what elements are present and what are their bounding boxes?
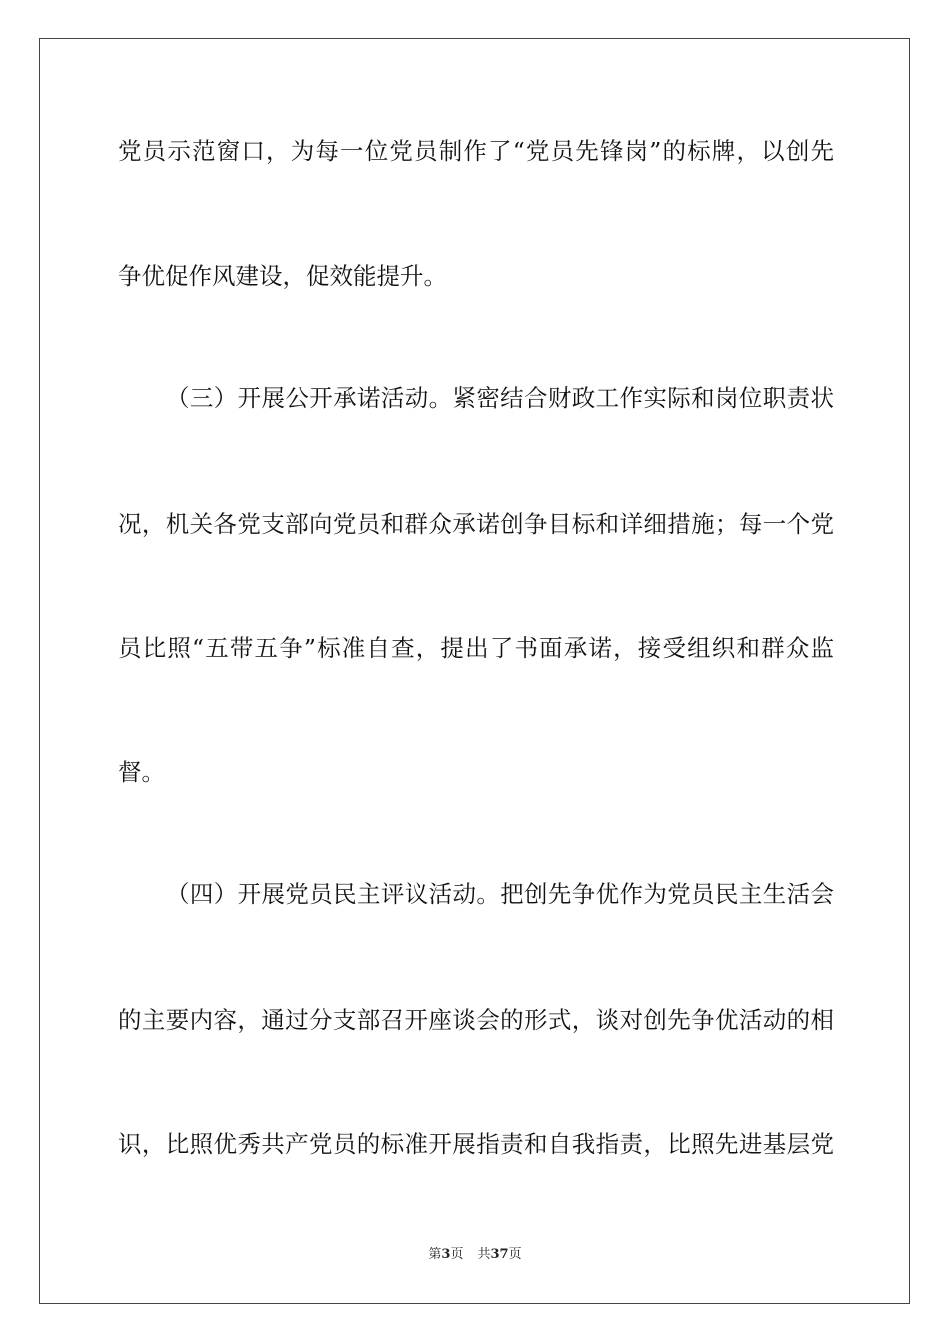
page-border xyxy=(39,38,910,1304)
total-pages-label: 共37页 xyxy=(477,1247,522,1262)
paragraph-line: （四）开展党员民主评议活动。把创先争优作为党员民主生活会 xyxy=(166,880,834,908)
paragraph-line: 的主要内容，通过分支部召开座谈会的形式，谈对创先争优活动的相 xyxy=(118,1006,834,1034)
paragraph-line: 党员示范窗口，为每一位党员制作了“党员先锋岗”的标牌，以创先 xyxy=(118,137,834,165)
paragraph-line: 员比照“五带五争”标准自查，提出了书面承诺，接受组织和群众监 xyxy=(118,634,834,662)
page-footer xyxy=(0,1247,950,1263)
paragraph-line: 争优促作风建设，促效能提升。 xyxy=(118,262,447,290)
page-number: 3 xyxy=(441,1247,451,1262)
total-pages-number: 37 xyxy=(490,1247,509,1262)
paragraph-line: 识，比照优秀共产党员的标准开展指责和自我指责，比照先进基层党 xyxy=(118,1130,834,1158)
paragraph-line: 督。 xyxy=(118,758,165,786)
paragraph-line: 况，机关各党支部向党员和群众承诺创争目标和详细措施；每一个党 xyxy=(118,510,834,538)
paragraph-line: （三）开展公开承诺活动。紧密结合财政工作实际和岗位职责状 xyxy=(166,384,834,412)
page-label: 第3页 xyxy=(428,1247,464,1262)
